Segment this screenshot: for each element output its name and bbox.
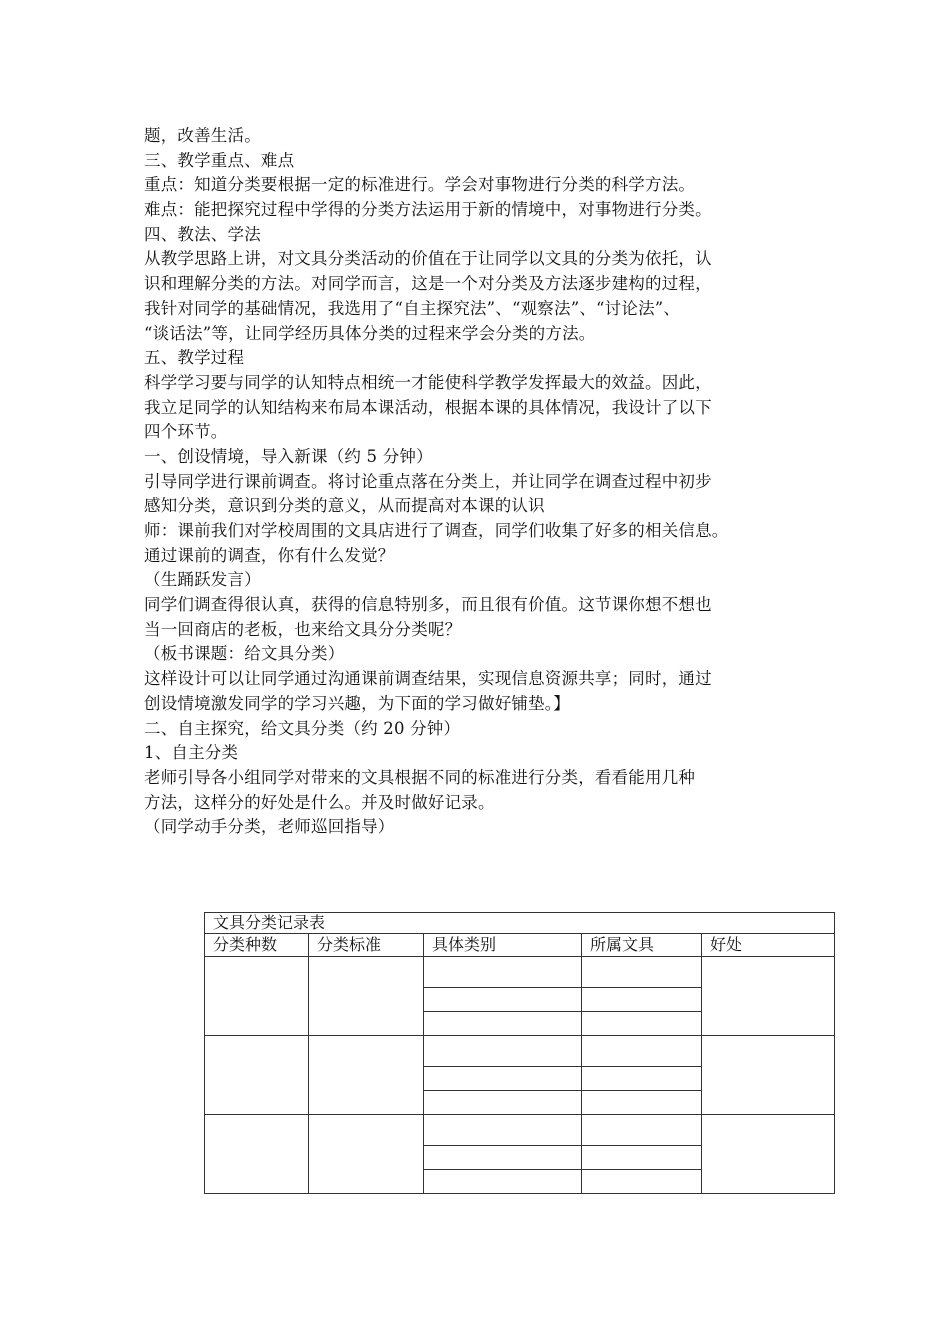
text-line: 二、自主探究，给文具分类（约 20 分钟）: [144, 718, 461, 738]
text-line: 老师引导各小组同学对带来的文具根据不同的标准进行分类，看看能用几种: [144, 767, 696, 787]
text-line: （同学动手分类，老师巡回指导）: [144, 817, 395, 837]
text-line: 从教学思路上讲，对文具分类活动的价值在于让同学以文具的分类为依托，认: [144, 249, 712, 269]
text-line: 师：课前我们对学校周围的文具店进行了调查，同学们收集了好多的相关信息。: [144, 521, 729, 540]
table-cell: [582, 1036, 702, 1067]
text-line: 难点：能把探究过程中学得的分类方法运用于新的情境中，对事物进行分类。: [144, 200, 712, 220]
table-cell: [424, 957, 582, 988]
text-line: 我针对同学的基础情况，我选用了“自主探究法”、“观察法”、“讨论法”、: [144, 298, 681, 318]
text-line: 五、教学过程: [144, 348, 245, 368]
text-line: 四、教法、学法: [144, 224, 261, 244]
table-cell: [205, 957, 309, 1036]
table-cell: [582, 1115, 702, 1146]
table-cell: [424, 1146, 582, 1170]
table-cell: [702, 1036, 835, 1115]
text-line: 四个环节。: [144, 422, 228, 442]
text-line: 1、自主分类: [144, 743, 239, 763]
document-body: [144, 124, 844, 840]
text-line: 识和理解分类的方法。对同学而言，这是一个对分类及方法逐步建构的过程，: [144, 274, 712, 294]
text-line: 三、教学重点、难点: [144, 150, 295, 170]
table-cell: [424, 1067, 582, 1091]
table-cell: [582, 988, 702, 1012]
table-cell: [702, 1115, 835, 1194]
text-line: 创设情境激发同学的学习兴趣，为下面的学习做好铺垫。】: [144, 693, 570, 713]
text-line: （板书课题：给文具分类）: [144, 644, 345, 664]
table-cell: [582, 1170, 702, 1194]
table-cell: [424, 1115, 582, 1146]
text-line: （生踊跃发言）: [144, 570, 261, 590]
text-line: 引导同学进行课前调查。将讨论重点落在分类上，并让同学在调查过程中初步: [144, 471, 712, 491]
table-cell: [424, 1170, 582, 1194]
text-line: 同学们调查得很认真，获得的信息特别多，而且很有价值。这节课你想不想也: [144, 595, 712, 615]
table-cell: [424, 1012, 582, 1036]
table-cell: [582, 1067, 702, 1091]
table-cell: [582, 957, 702, 988]
table-cell: [582, 1012, 702, 1036]
text-line: 这样设计可以让同学通过沟通课前调查结果，实现信息资源共享；同时，通过: [144, 669, 712, 689]
table-cell: [702, 957, 835, 1036]
table-cell: [205, 1115, 309, 1194]
table-cell: [582, 1146, 702, 1170]
header-stationery: 所属文具: [582, 934, 702, 957]
table-cell: [309, 1115, 424, 1194]
text-line: 科学学习要与同学的认知特点相统一才能使科学教学发挥最大的效益。因此，: [144, 372, 712, 392]
header-criteria: 分类标准: [309, 934, 424, 957]
table-cell: [424, 1091, 582, 1115]
text-line: 我立足同学的认知结构来布局本课活动，根据本课的具体情况，我设计了以下: [144, 397, 712, 417]
text-line: 重点：知道分类要根据一定的标准进行。学会对事物进行分类的科学方法。: [144, 175, 696, 195]
stationery-classification-table: [204, 912, 834, 1194]
text-line: 题，改善生活。: [144, 126, 261, 145]
table-cell: [309, 957, 424, 1036]
text-line: 感知分类，意识到分类的意义，从而提高对本课的认识: [144, 496, 545, 516]
header-benefit: 好处: [702, 934, 835, 957]
table-cell: [309, 1036, 424, 1115]
header-category-count: 分类种数: [205, 934, 309, 957]
text-line: 方法，这样分的好处是什么。并及时做好记录。: [144, 792, 495, 812]
text-line: “谈话法”等，让同学经历具体分类的过程来学会分类的方法。: [144, 323, 596, 343]
table-cell: [205, 1036, 309, 1115]
text-line: 一、创设情境，导入新课（约 5 分钟）: [144, 446, 433, 466]
table-cell: [424, 1036, 582, 1067]
table-cell: [424, 988, 582, 1012]
table-cell: [582, 1091, 702, 1115]
text-line: 当一回商店的老板，也来给文具分分类呢？: [144, 619, 462, 639]
text-line: 通过课前的调查，你有什么发觉？: [144, 545, 395, 565]
header-specific-category: 具体类别: [424, 934, 582, 957]
table-title: 文具分类记录表: [205, 913, 835, 934]
